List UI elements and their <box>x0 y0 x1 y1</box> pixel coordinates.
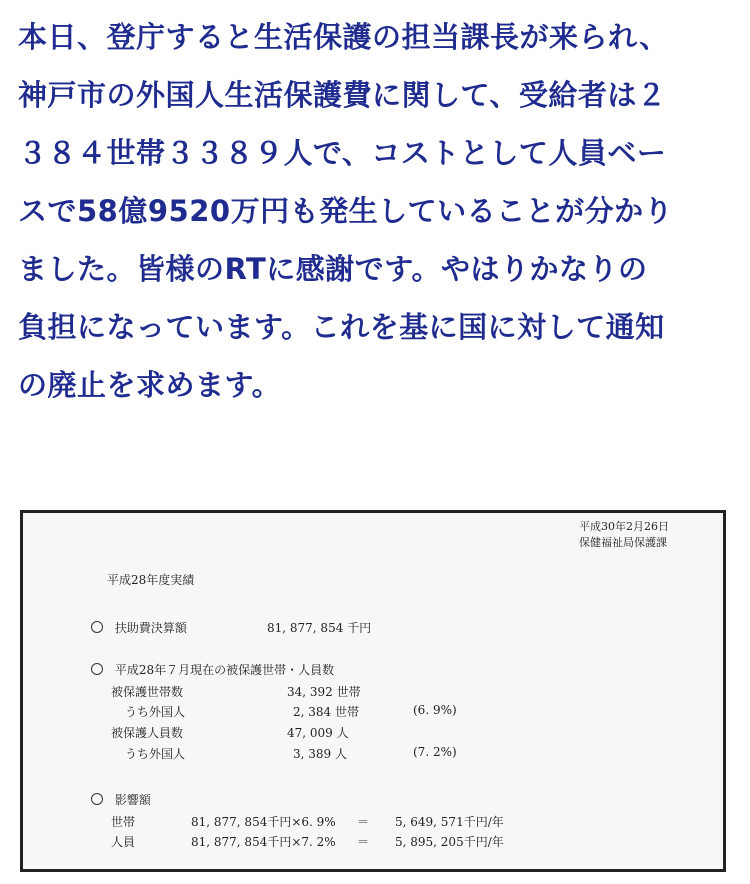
row-result: 5, 895, 205千円/年 <box>395 835 504 849</box>
section-label: 平成28年７月現在の被保護世帯・人員数 <box>114 663 335 677</box>
table-row <box>111 703 551 721</box>
row-label: うち外国人 <box>125 705 186 719</box>
row-label: 被保護世帯数 <box>111 685 184 699</box>
table-row <box>111 833 631 851</box>
row-value: 2, 384 世帯 <box>293 705 359 719</box>
circle-bullet-icon <box>91 663 103 675</box>
row-formula: 81, 877, 854千円×6. 9% <box>191 815 336 829</box>
row-equals: ＝ <box>357 835 370 849</box>
section-impact <box>91 791 151 808</box>
document-date: 平成30年2月26日 <box>579 520 669 533</box>
post-text-line: ました。皆様のRTに感謝です。やはりかなりの <box>18 252 648 286</box>
row-label: 被保護人員数 <box>111 726 184 740</box>
post-text-line: 負担になっています。これを基に国に対して通知 <box>18 310 665 344</box>
row-percent: (6. 9%) <box>413 703 457 717</box>
document-department: 保健福祉局保護課 <box>579 536 667 549</box>
table-row <box>111 683 551 701</box>
post-text-line: スで58億9520万円も発生していることが分かり <box>18 194 674 228</box>
section-label: 扶助費決算額 <box>114 621 187 635</box>
post-text-line: の廃止を求めます。 <box>18 368 282 402</box>
post-text-line: ３８４世帯３３８９人で、コストとして人員ベー <box>18 136 667 170</box>
table-row <box>111 745 551 763</box>
document-image[interactable] <box>20 510 726 872</box>
row-label: 世帯 <box>111 815 136 829</box>
document-header <box>579 519 669 551</box>
circle-bullet-icon <box>91 793 103 805</box>
post-text-line: 本日、登庁すると生活保護の担当課長が来られ、 <box>18 20 669 54</box>
row-label: 人員 <box>111 835 136 849</box>
circle-bullet-icon <box>91 621 103 633</box>
row-equals: ＝ <box>357 815 370 829</box>
row-result: 5, 649, 571千円/年 <box>395 815 504 829</box>
section-label: 影響額 <box>114 793 151 807</box>
section-households <box>91 661 334 678</box>
section-expenditure <box>91 619 187 636</box>
row-formula: 81, 877, 854千円×7. 2% <box>191 835 336 849</box>
document-title: 平成28年度実績 <box>107 573 195 587</box>
row-label: うち外国人 <box>125 747 186 761</box>
post-text <box>18 8 734 414</box>
expenditure-value: 81, 877, 854 千円 <box>267 621 372 635</box>
row-percent: (7. 2%) <box>413 745 457 759</box>
table-row <box>111 813 631 831</box>
row-value: 47, 009 人 <box>287 726 349 740</box>
row-value: 34, 392 世帯 <box>287 685 361 699</box>
table-row <box>111 724 551 742</box>
row-value: 3, 389 人 <box>293 747 347 761</box>
post-text-line: 神戸市の外国人生活保護費に関して、受給者は２ <box>18 78 667 112</box>
